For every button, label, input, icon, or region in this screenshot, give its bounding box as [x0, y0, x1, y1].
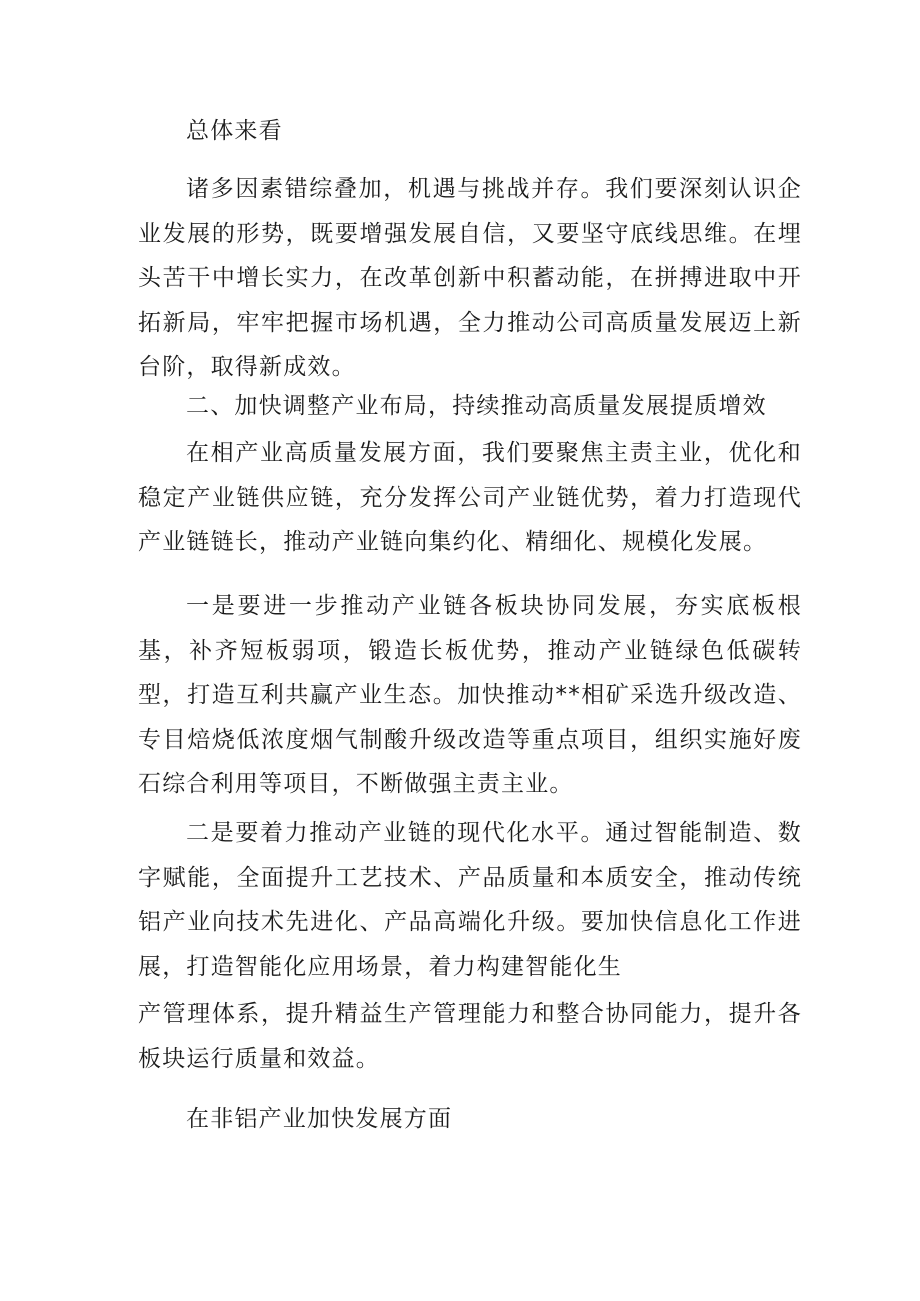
- section-heading: 总体来看: [186, 118, 283, 144]
- section-title: 二、加快调整产业布局，持续推动高质量发展提质增效: [186, 393, 767, 419]
- body-paragraph: 在相产业高质量发展方面，我们要聚焦主责主业，优化和稳定产业链供应链，充分发挥公司产业链优势，着力打造现代产业链链长，推动产业链向集约化、精细化、规模化发展。: [138, 440, 802, 555]
- body-paragraph: 诸多因素错综叠加，机遇与挑战并存。我们要深刻认识企业发展的形势，既要增强发展自信，又要坚守底线思维。在埋头苦干中增长实力，在改革创新中积蓄动能，在拼搏进取中开拓新局，牢牢把握市场机遇，全力推动公司高质量发展迈上新台阶，取得新成效。: [138, 176, 802, 380]
- body-paragraph: 一是要进一步推动产业链各板块协同发展，夯实底板根基，补齐短板弱项，锻造长板优势，推动产业链绿色低碳转型，打造互利共赢产业生态。加快推动**相矿采选升级改造、专目焙烧低浓度烟气制酸升级改造等重点项目，组织实施好废石综合利用等项目，不断做强主责主业。: [138, 593, 802, 797]
- body-paragraph: 二是要着力推动产业链的现代化水平。通过智能制造、数字赋能，全面提升工艺技术、产品质量和本质安全，推动传统铝产业向技术先进化、产品高端化升级。要加快信息化工作进展，打造智能化应用场景，着力构建智能化生: [138, 820, 802, 980]
- body-paragraph-continued: 产管理体系，提升精益生产管理能力和整合协同能力，提升各板块运行质量和效益。: [138, 1001, 802, 1072]
- section-heading: 在非铝产业加快发展方面: [186, 1106, 453, 1132]
